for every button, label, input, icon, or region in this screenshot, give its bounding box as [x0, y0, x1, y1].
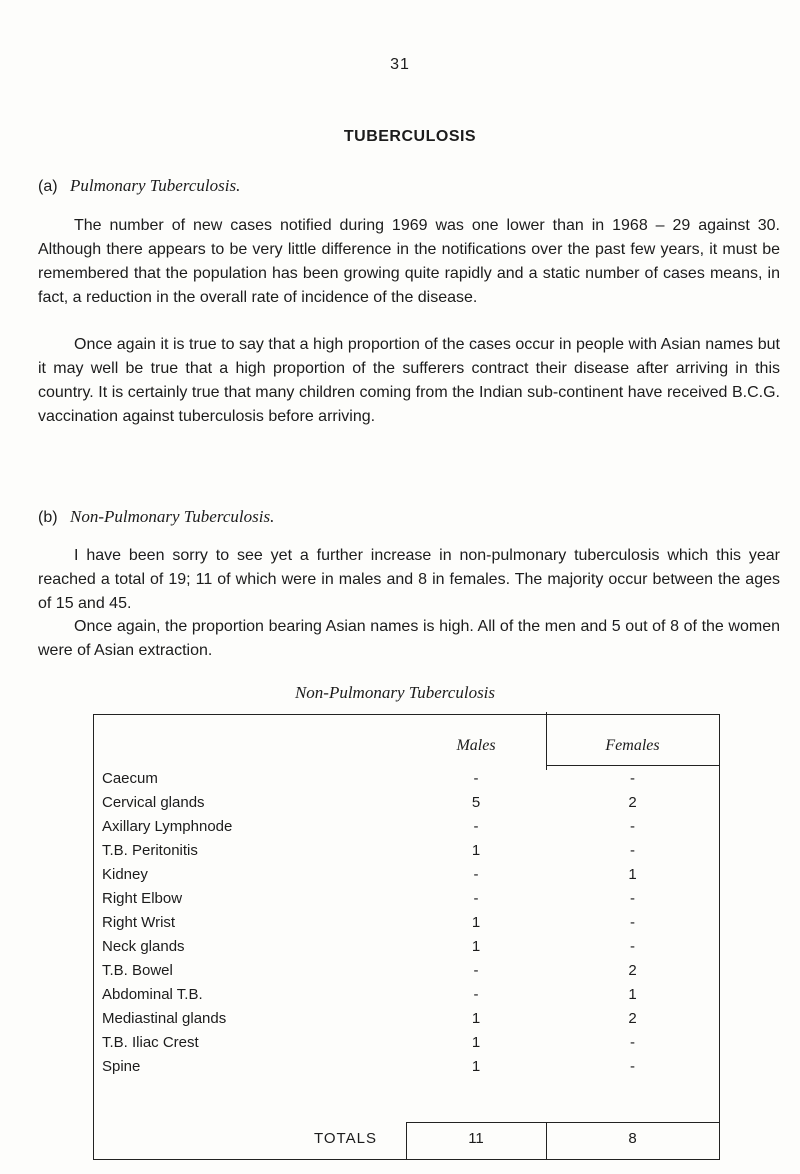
header-underline — [546, 765, 719, 766]
row-females: - — [630, 842, 635, 859]
row-females: 2 — [628, 1010, 637, 1027]
row-site: Kidney — [102, 866, 148, 883]
row-site: Right Wrist — [102, 914, 176, 931]
row-males: - — [473, 770, 479, 787]
paragraph-asian-names: Once again it is true to say that a high proportion of the cases occur in people with Asian names but it may well be true that a high proportion of the sufferers contract their disease after arriving in this country. It is certainly true that many children coming from the Indian sub-continent have received B.C.G. vaccination against tuberculosis before arriving. — [38, 336, 780, 425]
table-row — [94, 983, 719, 1007]
row-site: Neck glands — [102, 938, 185, 955]
row-males: - — [473, 962, 479, 979]
row-females: - — [630, 1034, 635, 1051]
table-row — [94, 791, 719, 815]
header-column-divider — [546, 712, 547, 770]
table-row — [94, 815, 719, 839]
row-females: - — [630, 914, 635, 931]
row-females: - — [630, 770, 635, 787]
table-row — [94, 911, 719, 935]
row-males: 1 — [471, 1010, 481, 1027]
row-site: Caecum — [102, 770, 158, 787]
table-row — [94, 887, 719, 911]
totals-label: TOTALS — [314, 1130, 377, 1147]
totals-males: 11 — [468, 1130, 484, 1147]
row-males: 1 — [471, 914, 481, 931]
row-females: 1 — [628, 986, 637, 1003]
row-females: 1 — [628, 866, 637, 883]
column-header-females: Females — [605, 737, 660, 754]
table-row — [94, 935, 719, 959]
section-a-heading — [38, 176, 240, 196]
row-site: Cervical glands — [102, 794, 205, 811]
table-row — [94, 1031, 719, 1055]
table-row — [94, 959, 719, 983]
table-title: Non-Pulmonary Tuberculosis — [294, 683, 496, 702]
row-females: 2 — [628, 962, 637, 979]
row-males: - — [473, 866, 479, 883]
page-title: TUBERCULOSIS — [343, 128, 477, 145]
row-site: T.B. Iliac Crest — [102, 1034, 199, 1051]
paragraph-asian-extraction: Once again, the proportion bearing Asian names is high. All of the men and 5 out of 8 of the women were of Asian extraction. — [38, 618, 780, 659]
table-row — [94, 863, 719, 887]
section-b-heading — [38, 507, 274, 527]
row-females: - — [630, 938, 635, 955]
totals-top-rule — [406, 1122, 719, 1123]
column-header-males: Males — [456, 737, 496, 754]
row-females: - — [630, 1058, 635, 1075]
row-males: - — [473, 986, 479, 1003]
table-row — [94, 767, 719, 791]
page-number: 31 — [390, 56, 410, 73]
non-pulmonary-table — [93, 714, 720, 1160]
row-males: 1 — [471, 1034, 481, 1051]
paragraph-pulmonary-notifications: The number of new cases notified during 1969 was one lower than in 1968 – 29 against 30. Although there appears to be very little difference in the notifications over the past few years, it must be remembered that the population has been growing quite rapidly and a static number of cases means, in fact, a reduction in the overall rate of incidence of the disease. — [38, 217, 780, 306]
row-males: - — [473, 890, 479, 907]
row-site: T.B. Bowel — [102, 962, 173, 979]
row-males: 1 — [471, 1058, 481, 1075]
section-b-label: (b) — [38, 509, 58, 526]
row-males: 1 — [471, 842, 481, 859]
table-row — [94, 1007, 719, 1031]
paragraph-non-pulmonary-increase: I have been sorry to see yet a further increase in non-pulmonary tuberculosis which this year reached a total of 19; 11 of which were in males and 8 in females. The majority occur between the ages of 15 and 45. — [38, 547, 780, 612]
row-site: T.B. Peritonitis — [102, 842, 198, 859]
totals-females: 8 — [628, 1130, 637, 1147]
totals-row — [94, 1124, 719, 1154]
row-site: Abdominal T.B. — [102, 986, 203, 1003]
section-a-title: Pulmonary Tuberculosis. — [70, 176, 241, 195]
row-site: Axillary Lymphnode — [102, 818, 233, 835]
row-females: - — [630, 890, 635, 907]
section-b-title: Non-Pulmonary Tuberculosis. — [70, 507, 275, 526]
row-males: 1 — [471, 938, 481, 955]
table-row — [94, 839, 719, 863]
row-males: 5 — [471, 794, 481, 811]
row-site: Right Elbow — [102, 890, 183, 907]
row-site: Spine — [102, 1058, 141, 1075]
table-row — [94, 1055, 719, 1079]
row-females: - — [630, 818, 635, 835]
row-males: - — [473, 818, 479, 835]
section-a-label: (a) — [38, 178, 58, 195]
row-females: 2 — [628, 794, 637, 811]
row-site: Mediastinal glands — [102, 1010, 227, 1027]
